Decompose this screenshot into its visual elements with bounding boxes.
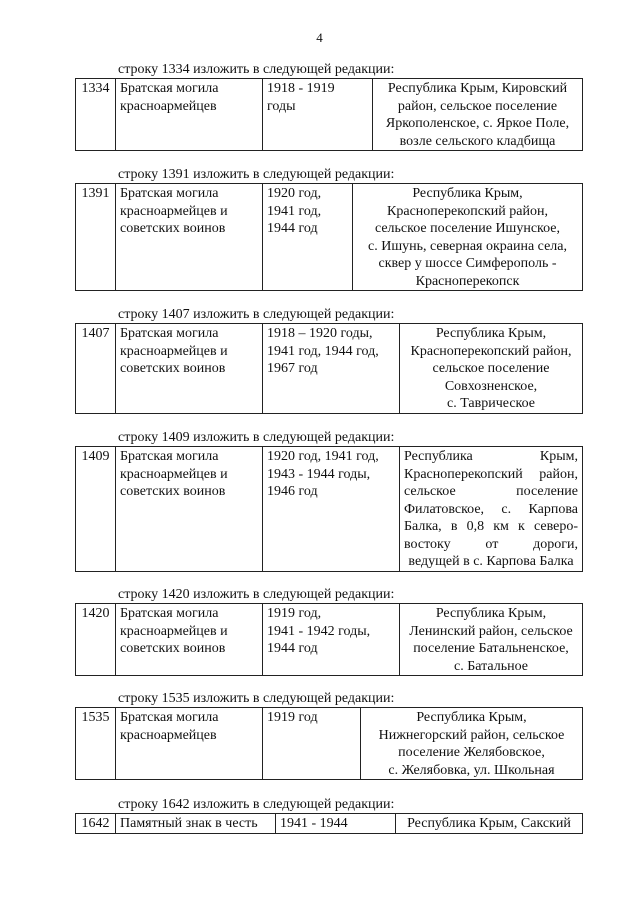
monument-name-line: Братская могила [120, 81, 219, 96]
monument-location-line: с. Батальное [454, 658, 528, 674]
monument-location-line: Филатовское, с. Карпова [404, 501, 578, 517]
monument-location-line: с. Таврическое [446, 396, 536, 411]
registry-entry-table [75, 323, 583, 414]
entry-number: 1391 [76, 184, 116, 291]
monument-location-line: Республика Крым, [435, 606, 547, 621]
monument-location-line: Нижнегорский район, сельское [378, 727, 565, 743]
monument-location-line: возле сельского кладбища [399, 133, 556, 149]
monument-name [116, 604, 263, 676]
event-years-line: 1918 - 1919 [267, 81, 335, 96]
monument-location-line: Красноперекопск [415, 273, 520, 289]
page-number: 4 [316, 30, 323, 45]
monument-location-line: Балка, в 0,8 км к северо- [404, 519, 578, 534]
monument-location-line: с. Ишунь, северная окраина села, [368, 238, 567, 254]
event-years-line: 1941 - 1944 [280, 816, 348, 831]
event-years-line: 1944 год [267, 641, 318, 656]
monument-name [116, 324, 263, 414]
monument-location-line: сельское поселение [404, 484, 578, 499]
table-row [76, 447, 583, 572]
monument-name [116, 447, 263, 572]
monument-location-line: Республика Крым, Сакский [407, 816, 571, 831]
monument-location [361, 708, 583, 780]
registry-entry-table [75, 707, 583, 780]
monument-name-line: красноармейцев [120, 727, 217, 743]
event-years [263, 447, 400, 572]
amendment-intro: строку 1407 изложить в следующей редакции: [118, 307, 395, 322]
amendment-intro: строку 1391 изложить в следующей редакции: [118, 167, 395, 182]
monument-location-line: Красноперекопский район, [387, 203, 548, 219]
event-years-line: 1941 год, 1944 год, [267, 343, 379, 359]
table-row [76, 814, 583, 834]
table-row [76, 604, 583, 676]
event-years-line: 1941 - 1942 годы, [267, 623, 371, 639]
registry-entry-table [75, 446, 583, 572]
monument-name-line: Памятный знак в честь [120, 816, 258, 831]
monument-location-line: востоку от дороги, [404, 536, 578, 552]
table-row [76, 708, 583, 780]
event-years [263, 184, 353, 291]
amendment-intro: строку 1535 изложить в следующей редакции: [118, 691, 395, 706]
entry-number: 1334 [76, 79, 116, 151]
monument-name-line: красноармейцев и [120, 343, 228, 359]
monument-name-line: красноармейцев [120, 98, 217, 114]
monument-name [116, 814, 276, 834]
registry-entry-table [75, 183, 583, 291]
monument-name-line: Братская могила [120, 449, 219, 464]
monument-location-line: ведущей в с. Карпова Балка [408, 554, 574, 569]
monument-location-line: Ленинский район, сельское [409, 623, 573, 639]
event-years [263, 79, 373, 151]
monument-name [116, 79, 263, 151]
amendment-intro: строку 1409 изложить в следующей редакции: [118, 430, 395, 445]
monument-name-line: Братская могила [120, 710, 219, 725]
monument-name-line: советских воинов [120, 484, 226, 499]
monument-location-line: поселение Батальненское, [413, 641, 569, 656]
amendment-intro: строку 1420 изложить в следующей редакции: [118, 587, 395, 602]
monument-location-line: поселение Желябовское, [398, 745, 545, 760]
monument-name-line: красноармейцев и [120, 466, 228, 482]
monument-name-line: красноармейцев и [120, 623, 228, 639]
monument-name-line: красноармейцев и [120, 203, 228, 219]
monument-name [116, 708, 263, 780]
monument-location [400, 324, 583, 414]
event-years-line: 1920 год, 1941 год, [267, 449, 379, 464]
monument-name-line: Братская могила [120, 606, 219, 621]
monument-location-line: Республика Крым, [404, 449, 578, 464]
entry-number: 1535 [76, 708, 116, 780]
monument-location-line: Совхозненское, [444, 378, 538, 394]
event-years [263, 324, 400, 414]
monument-name-line: советских воинов [120, 361, 226, 376]
monument-location-line: Яркополенское, с. Яркое Поле, [385, 116, 570, 131]
entry-number: 1420 [76, 604, 116, 676]
registry-entry-table [75, 813, 583, 834]
event-years-line: 1944 год [267, 221, 318, 236]
event-years-line: 1920 год, [267, 186, 322, 201]
monument-location-line: Республика Крым, [412, 186, 523, 201]
monument-location-line: сельское поселение Ишунское, [374, 221, 561, 236]
monument-location-line: Республика Крым, [435, 326, 547, 341]
monument-location-line: сквер у шоссе Симферополь - [378, 256, 557, 271]
event-years-line: годы [267, 98, 296, 114]
monument-location [400, 447, 583, 572]
monument-location [400, 604, 583, 676]
event-years-line: 1941 год, [267, 203, 322, 219]
monument-location [373, 79, 583, 151]
event-years [263, 708, 361, 780]
monument-location-line: Республика Крым, Кировский [387, 81, 568, 96]
registry-entry-table [75, 78, 583, 151]
registry-entry-table [75, 603, 583, 676]
monument-location-line: Красноперекопский район, [410, 343, 572, 359]
monument-name-line: Братская могила [120, 186, 219, 201]
event-years [276, 814, 396, 834]
event-years-line: 1943 - 1944 годы, [267, 466, 371, 482]
event-years-line: 1919 год, [267, 606, 322, 621]
monument-name [116, 184, 263, 291]
entry-number: 1642 [76, 814, 116, 834]
event-years-line: 1967 год [267, 361, 318, 376]
event-years-line: 1918 – 1920 годы, [267, 326, 373, 341]
monument-location [396, 814, 583, 834]
monument-location [353, 184, 583, 291]
amendment-intro: строку 1334 изложить в следующей редакции: [118, 62, 395, 77]
monument-name-line: Братская могила [120, 326, 219, 341]
table-row [76, 324, 583, 414]
table-row [76, 79, 583, 151]
monument-location-line: Республика Крым, [416, 710, 527, 725]
entry-number: 1409 [76, 447, 116, 572]
monument-name-line: советских воинов [120, 221, 226, 236]
entry-number: 1407 [76, 324, 116, 414]
amendment-intro: строку 1642 изложить в следующей редакции: [118, 797, 395, 812]
event-years-line: 1946 год [267, 484, 318, 499]
monument-location-line: Красноперекопский район, [404, 466, 578, 482]
event-years [263, 604, 400, 676]
monument-location-line: сельское поселение [432, 361, 550, 376]
monument-name-line: советских воинов [120, 641, 226, 656]
event-years-line: 1919 год [267, 710, 318, 725]
monument-location-line: район, сельское поселение [397, 98, 558, 114]
table-row [76, 184, 583, 291]
monument-location-line: с. Желябовка, ул. Школьная [388, 762, 555, 778]
